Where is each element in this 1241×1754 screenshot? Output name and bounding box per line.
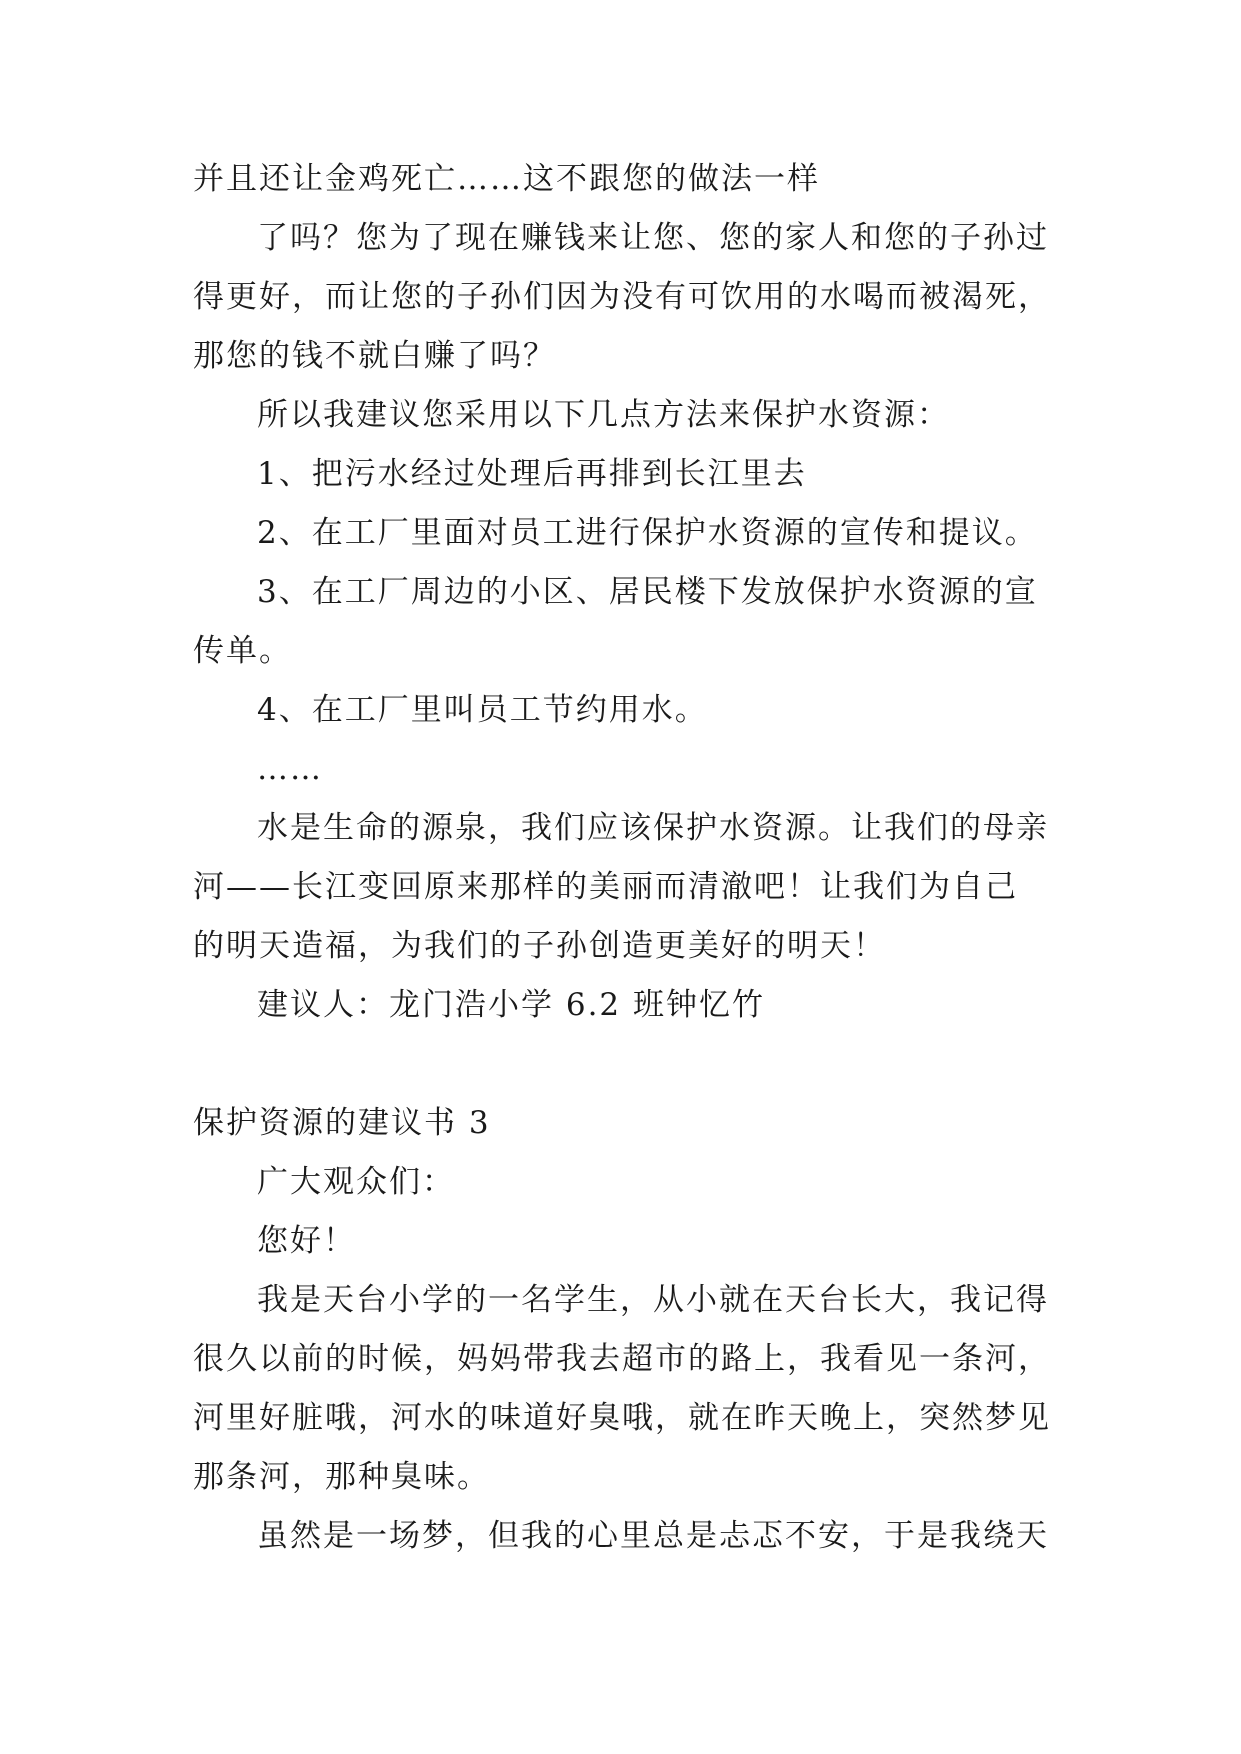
salutation: 广大观众们： <box>257 1164 455 1200</box>
text-line: 了吗？您为了现在赚钱来让您、您的家人和您的子孙过 <box>257 220 1049 256</box>
signature-line: 建议人：龙门浩小学 6.2 班钟忆竹 <box>257 987 766 1023</box>
list-item: 3、在工厂周边的小区、居民楼下发放保护水资源的宣 <box>257 574 1038 610</box>
text-line: 很久以前的时候，妈妈带我去超市的路上，我看见一条河， <box>193 1341 1051 1377</box>
section-gap <box>193 1035 1053 1094</box>
text-line: 并且还让金鸡死亡……这不跟您的做法一样 <box>193 161 820 197</box>
text-line: 的明天造福，为我们的子孙创造更美好的明天！ <box>193 928 886 964</box>
text-line: 虽然是一场梦，但我的心里总是忐忑不安，于是我绕天 <box>257 1518 1049 1554</box>
text-line: 得更好，而让您的子孙们因为没有可饮用的水喝而被渴死， <box>193 279 1051 315</box>
list-item: 2、在工厂里面对员工进行保护水资源的宣传和提议。 <box>257 515 1038 551</box>
text-line: 河里好脏哦，河水的味道好臭哦，就在昨天晚上，突然梦见 <box>193 1400 1051 1436</box>
text-line: 传单。 <box>193 633 292 669</box>
text-line: 水是生命的源泉，我们应该保护水资源。让我们的母亲 <box>257 810 1049 846</box>
text-line: 河——长江变回原来那样的美丽而清澈吧！让我们为自己 <box>193 869 1018 905</box>
text-line: 那条河，那种臭味。 <box>193 1459 490 1495</box>
ellipsis-line: …… <box>257 751 323 787</box>
text-line: 所以我建议您采用以下几点方法来保护水资源： <box>257 397 950 433</box>
text-line: 我是天台小学的一名学生，从小就在天台长大，我记得 <box>257 1282 1049 1318</box>
list-item: 4、在工厂里叫员工节约用水。 <box>257 692 708 728</box>
text-line: 那您的钱不就白赚了吗？ <box>193 338 556 374</box>
greeting: 您好！ <box>257 1223 356 1259</box>
document-body <box>193 150 1053 1566</box>
list-item: 1、把污水经过处理后再排到长江里去 <box>257 456 807 492</box>
section-title: 保护资源的建议书 3 <box>193 1105 491 1141</box>
